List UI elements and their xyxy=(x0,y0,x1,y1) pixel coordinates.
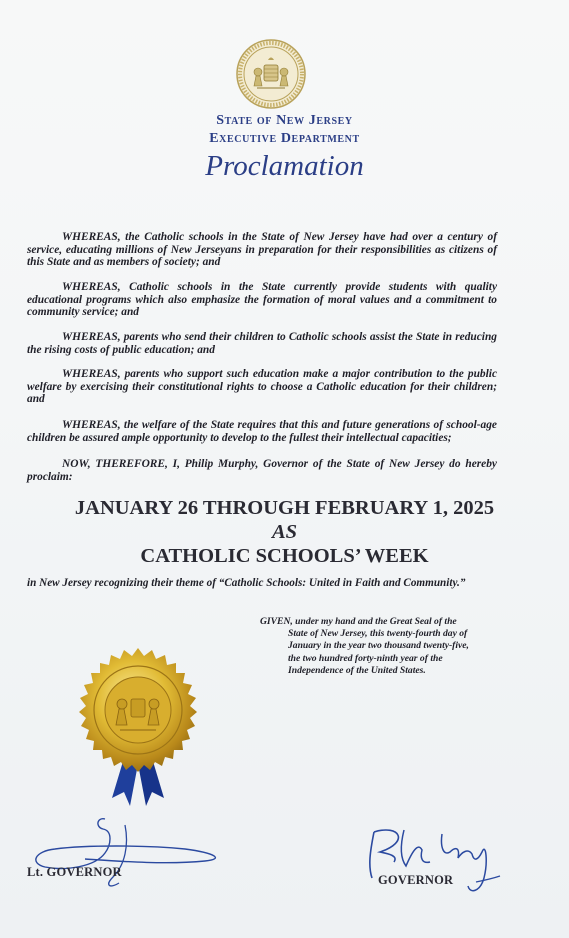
given-block xyxy=(260,616,498,677)
given-line: the two hundred forty-ninth year of the xyxy=(288,652,443,664)
whereas-paragraph-3: WHEREAS, parents who send their children to Catholic schools assist the State in reducing the rising costs of public education; and xyxy=(27,331,497,356)
department-heading: Executive Department xyxy=(209,131,360,146)
lt-governor-label: Lt. GOVERNOR xyxy=(27,865,122,879)
given-line: Independence of the United States. xyxy=(288,664,426,676)
proclamation-as: AS xyxy=(271,521,298,543)
state-heading: State of New Jersey xyxy=(216,113,353,128)
given-line: GIVEN, under my hand and the Great Seal of the xyxy=(260,616,457,627)
proclamation-dates: JANUARY 26 THROUGH FEBRUARY 1, 2025 xyxy=(74,497,495,519)
whereas-paragraph-2: WHEREAS, Catholic schools in the State currently provide students with quality educational programs which also emphasize the formation of moral values and a commitment to community service; and xyxy=(27,281,497,319)
proclamation-title: Proclamation xyxy=(205,150,364,182)
lt-governor-signature xyxy=(25,815,230,895)
recognition-line: in New Jersey recognizing their theme of “Catholic Schools: United in Faith and Community.” xyxy=(27,577,466,589)
state-seal-icon xyxy=(235,38,307,110)
given-line: State of New Jersey, this twenty-fourth day of xyxy=(288,628,468,640)
whereas-paragraph-5: WHEREAS, the welfare of the State requires that this and future generations of school-age children be assured ample opportunity to develop to the fullest their intellectual capacities; xyxy=(27,419,497,444)
great-seal-icon xyxy=(62,646,214,826)
given-line: January in the year two thousand twenty-five, xyxy=(288,640,469,652)
now-therefore-paragraph: NOW, THEREFORE, I, Philip Murphy, Governor of the State of New Jersey do hereby proclaim: xyxy=(27,458,497,483)
whereas-paragraph-1: WHEREAS, the Catholic schools in the State of New Jersey have had over a century of service, educating millions of New Jerseyans in preparation for their responsibilities as citizens of this State and as members of society; and xyxy=(27,231,497,269)
proclamation-week-name: CATHOLIC SCHOOLS’ WEEK xyxy=(140,545,429,567)
whereas-paragraph-4: WHEREAS, parents who support such education make a major contribution to the public welfare by exercising their constitutional rights to choose a Catholic education for their children; and xyxy=(27,368,497,406)
governor-label: GOVERNOR xyxy=(378,873,454,887)
